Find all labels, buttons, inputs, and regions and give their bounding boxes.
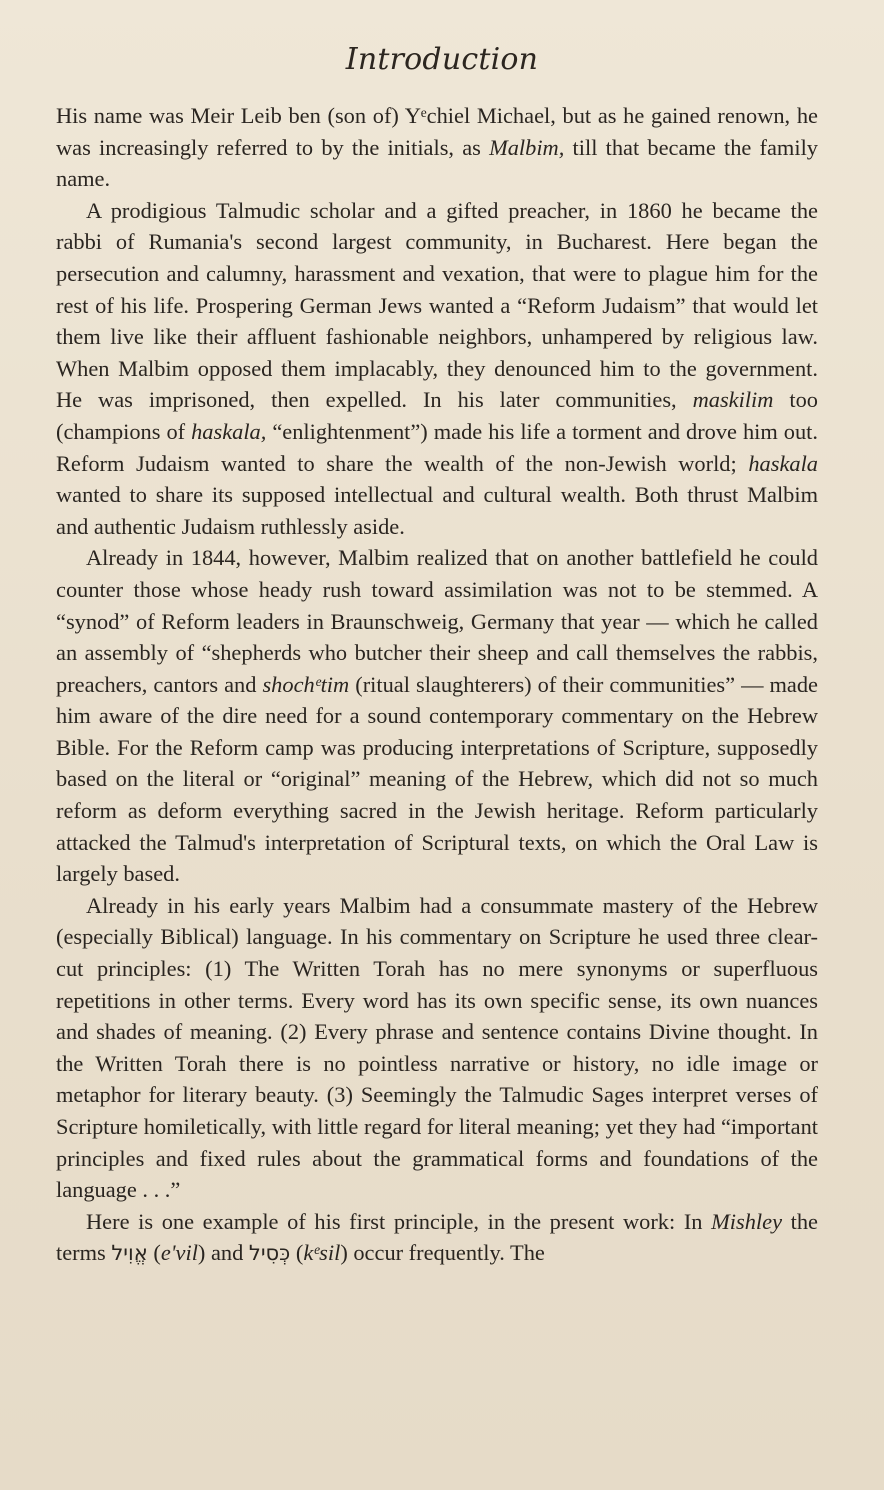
hebrew-evil: אֱוִיל xyxy=(111,1241,148,1266)
paragraph-5-text-c: ( xyxy=(147,1240,161,1266)
paragraph-5-text-b: the terms xyxy=(56,1208,818,1266)
paragraph-5-text-a: Here is one example of his first principle, in the present work: In xyxy=(86,1208,712,1234)
paragraph-1-text-a: His name was Meir Leib ben (son of) Yᵉchiel Michael, but as he gained renown, he was increasingly referred to by the initials, as xyxy=(56,103,818,160)
maskilim-italic: maskilim xyxy=(692,387,774,413)
paragraph-5-text-f: ) occur frequently. The xyxy=(340,1240,545,1266)
paragraph-2-text-b: too (champions of xyxy=(56,387,818,444)
paragraph-2-text-d: wanted to share its supposed intellectual and cultural wealth. Both thrust Malbim and authentic Judaism ruthlessly aside. xyxy=(56,482,818,539)
hebrew-kesil: כְּסִיל xyxy=(248,1241,291,1266)
paragraph-5 xyxy=(56,1206,818,1270)
paragraph-1 xyxy=(56,100,818,195)
body-text xyxy=(56,100,818,1270)
mishley-italic: Mishley xyxy=(711,1208,783,1234)
paragraph-4-text: Already in his early years Malbim had a consummate mastery of the Hebrew (especially Biblical) language. In his commentary on Scripture he used three clear-cut principles: (1) The Written Torah has no mere synonyms or superfluous repetitions in other terms. Every word has its own specific sense, its own nuances and shades of meaning. (2) Every phrase and sentence contains Divine thought. In the Written Torah there is no pointless narrative or history, no idle image or metaphor for literary beauty. (3) Seemingly the Talmudic Sages interpret verses of Scripture homiletically, with little regard for literal meaning; yet they had “important principles and fixed rules about the grammatical forms and foundations of the language . . .” xyxy=(56,892,818,1203)
paragraph-5-text-d: ) and xyxy=(197,1240,249,1266)
paragraph-3-text-a: Already in 1844, however, Malbim realized that on another battlefield he could counter those whose heady rush toward assimilation was not to be stemmed. A “synod” of Reform leaders in Braunschweig, Germany that year — which he called an assembly of “shepherds who butcher their sheep and call themselves the rabbis, preachers, cantors and xyxy=(56,545,818,697)
paragraph-2 xyxy=(56,195,818,543)
paragraph-4 xyxy=(56,890,818,1206)
paragraph-2-text-a: A prodigious Talmudic scholar and a gifted preacher, in 1860 he became the rabbi of Rumania's second largest community, in Bucharest. Here began the persecution and calumny, harassment and vexation, that were to plague him for the rest of his life. Prospering German Jews wanted a “Reform Judaism” that would let them live like their affluent fashionable neighbors, unhampered by religious law. When Malbim opposed them implacably, they denounced him to the government. He was imprisoned, then expelled. In his later communities, xyxy=(56,197,818,413)
evil-transliteration: e'vil xyxy=(160,1240,198,1266)
paragraph-3-text-b: (ritual slaughterers) of their communities” — made him aware of the dire need for a sound contemporary commentary on the Hebrew Bible. For the Reform camp was producing interpretations of Scripture, supposedly based on the literal or “original” meaning of the Hebrew, which did not so much reform as deform everything sacred in the Jewish heritage. Reform particularly attacked the Talmud's interpretation of Scriptural texts, on which the Oral Law is largely based. xyxy=(56,671,818,887)
haskala-italic-1: haskala, xyxy=(191,418,267,444)
paragraph-2-text-c: “enlightenment”) made his life a torment and drove him out. Reform Judaism wanted to share the wealth of the non-Jewish world; xyxy=(56,418,818,476)
haskala-italic-2: haskala xyxy=(748,450,818,476)
paragraph-5-text-e: ( xyxy=(290,1240,304,1266)
paragraph-3 xyxy=(56,542,818,890)
paragraph-1-text-b: till that became the family name. xyxy=(56,134,818,192)
shochetim-italic: shochᵉtim xyxy=(262,671,350,697)
chapter-title: Introduction xyxy=(345,42,539,77)
kesil-transliteration: kᵉsil xyxy=(303,1240,341,1266)
malbim-italic: Malbim, xyxy=(489,134,565,160)
